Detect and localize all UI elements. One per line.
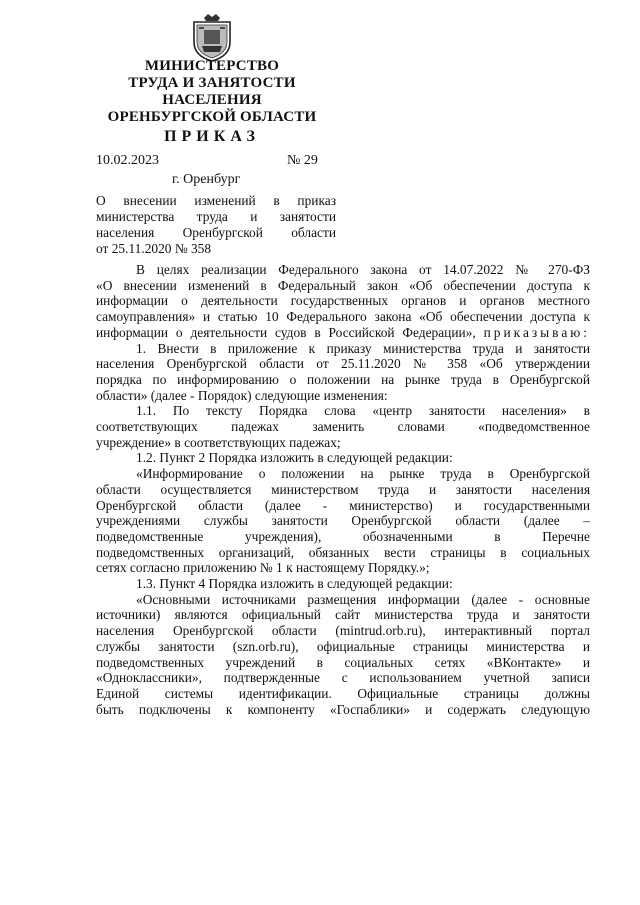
org-line: НАСЕЛЕНИЯ xyxy=(162,92,262,108)
body-line: порядка по информированию о положении на рынке труда в Оренбургской xyxy=(96,371,590,387)
document-subject xyxy=(96,193,336,257)
subject-line: О внесении изменений в приказ xyxy=(96,193,336,208)
body-line: области осуществляется министерством труда и занятости населения xyxy=(96,481,590,497)
body-line: подведомственных учреждений в социальных сетях «ВКонтакте» и xyxy=(96,654,590,670)
body-line: соответствующих падежах заменить словами «подведомственное xyxy=(96,419,590,435)
body-line: 1.1. По тексту Порядка слова «центр занятости населения» в xyxy=(136,403,590,419)
body-line: быть подключены к компоненту «Госпаблики» и содержать следующую xyxy=(96,701,590,717)
order-keyword: приказываю: xyxy=(483,324,590,340)
body-line: подведомственные учреждения), обозначенными в Перечне xyxy=(96,528,590,544)
body-line: «Основными источниками размещения информации (далее - основные xyxy=(136,591,590,607)
body-line: сетях согласно приложению № 1 к настоящему Порядку.»; xyxy=(96,560,430,576)
org-line: МИНИСТЕРСТВО xyxy=(144,58,280,74)
body-line: населения Оренбургской области от 25.11.2020 № 358 «Об утверждении xyxy=(96,356,590,372)
subject-line: министерства труда и занятости xyxy=(96,209,336,224)
body-line: 1. Внести в приложение к приказу министерства труда и занятости xyxy=(136,340,590,356)
document-city: г. Оренбург xyxy=(172,172,241,187)
body-line: области» (далее - Порядок) следующие изменения: xyxy=(96,387,388,403)
coat-of-arms-icon xyxy=(190,12,234,62)
org-line: ТРУДА И ЗАНЯТОСТИ xyxy=(128,75,296,91)
body-line: информации о деятельности государственных органов и органов местного xyxy=(96,293,590,309)
org-line: ОРЕНБУРГСКОЙ ОБЛАСТИ xyxy=(107,109,317,125)
subject-line: от 25.11.2020 № 358 xyxy=(96,241,212,256)
body-line: учреждение» в соответствующих падежах; xyxy=(96,434,341,450)
document-body xyxy=(96,262,590,717)
body-line-text: информации о деятельности судов в Российской Федерации», xyxy=(96,324,476,340)
body-line xyxy=(96,325,590,341)
body-line: «Информирование о положении на рынке труда в Оренбургской xyxy=(136,466,590,482)
body-line: самоуправления» и статью 10 Федерального закона «Об обеспечении доступа к xyxy=(96,309,590,325)
body-line: службы занятости (szn.orb.ru), официальные страницы министерства и xyxy=(96,638,590,654)
body-line: «О внесении изменений в Федеральный закон «Об обеспечении доступа к xyxy=(96,277,590,293)
body-line: подведомственных организаций, обязанных вести страницы в социальных xyxy=(96,544,590,560)
document-date: 10.02.2023 xyxy=(96,153,159,168)
body-line: В целях реализации Федерального закона от 14.07.2022 № 270-ФЗ xyxy=(136,262,590,277)
body-line: населения Оренбургской области (mintrud.orb.ru), интерактивный портал xyxy=(96,623,590,639)
document-number: № 29 xyxy=(287,153,318,168)
document-type: ПРИКАЗ xyxy=(164,128,260,145)
organization-name xyxy=(100,58,324,126)
body-line: 1.3. Пункт 4 Порядка изложить в следующей редакции: xyxy=(136,576,453,592)
body-line: «Одноклассники», подтвержденные с использованием учетной записи xyxy=(96,670,590,686)
subject-line: населения Оренбургской области xyxy=(96,225,336,240)
body-line: источники) являются официальный сайт министерства труда и занятости xyxy=(96,607,590,623)
body-line: учреждениями службы занятости Оренбургской области (далее – xyxy=(96,513,590,529)
body-line: 1.2. Пункт 2 Порядка изложить в следующей редакции: xyxy=(136,450,453,466)
body-line: Единой системы идентификации. Официальные страницы должны xyxy=(96,685,590,701)
body-line: Оренбургской области (далее - министерство) и государственными xyxy=(96,497,590,513)
